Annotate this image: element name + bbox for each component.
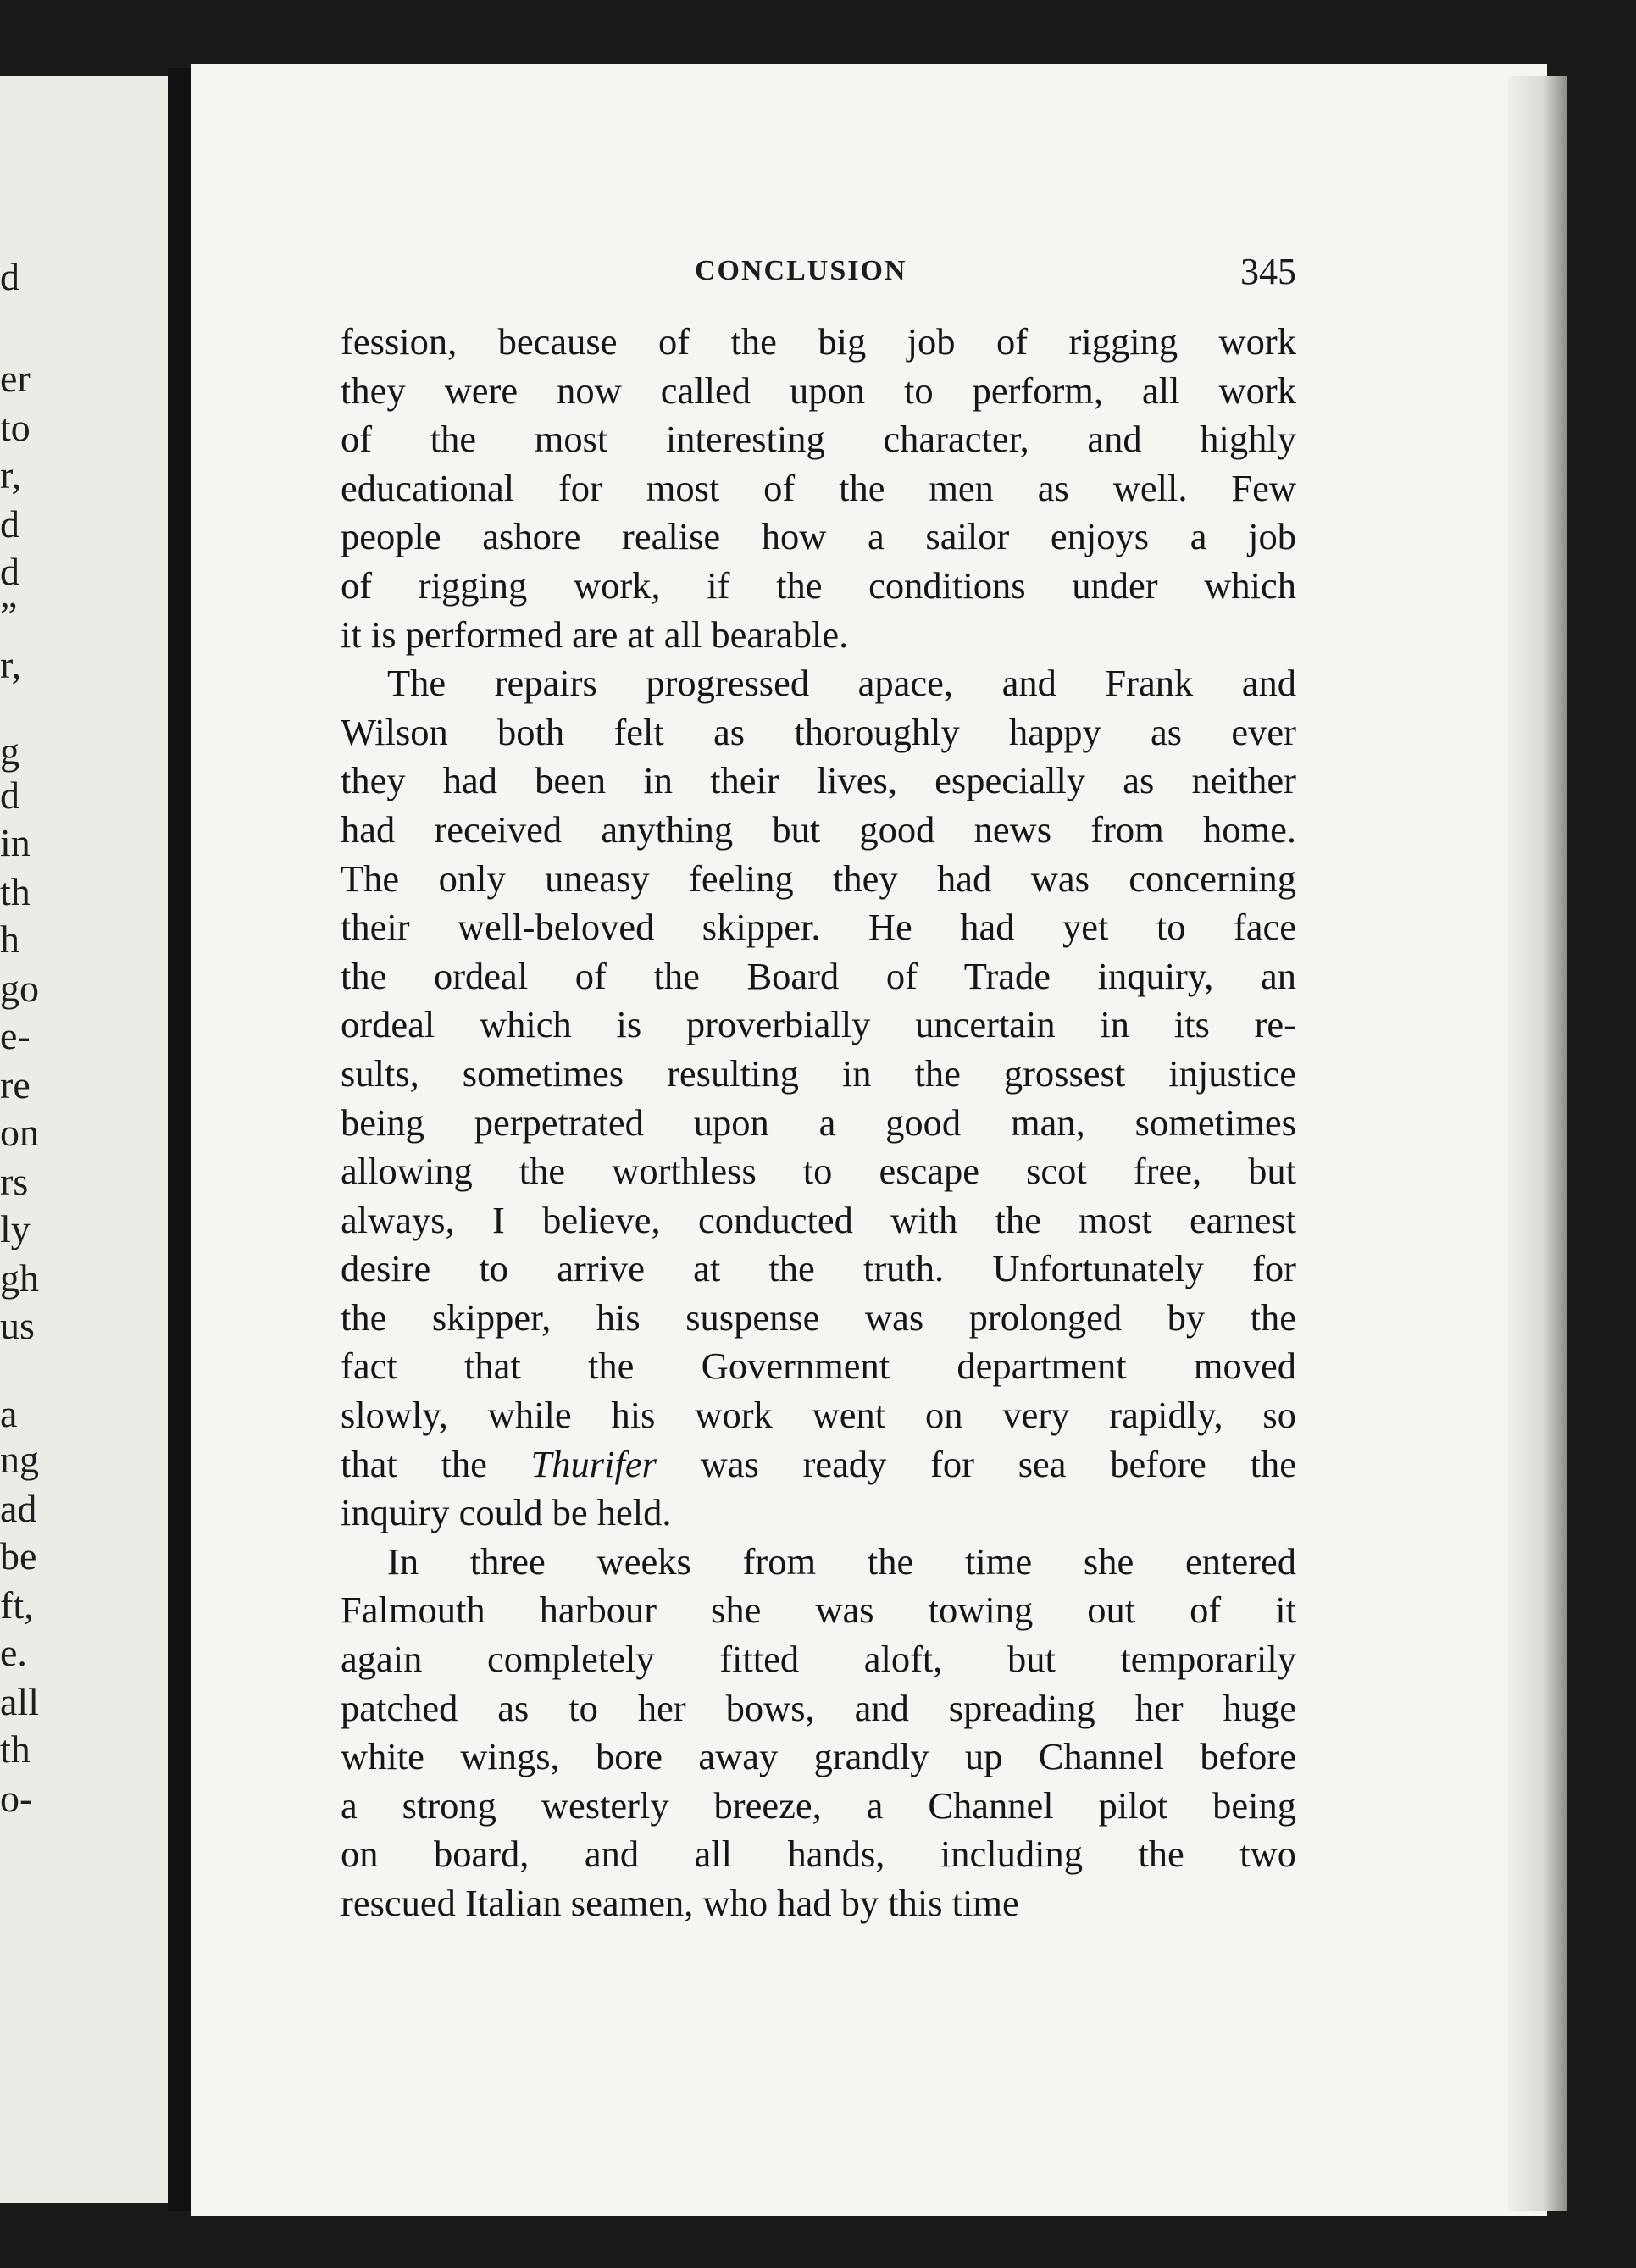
facing-page-fragment: ft, — [0, 1583, 34, 1627]
text-line: The only uneasy feeling they had was concerning — [341, 857, 1296, 900]
text-line: it is performed are at all bearable. — [341, 613, 849, 656]
facing-page-fragment: a — [0, 1392, 18, 1435]
facing-page-fragment: us — [0, 1304, 35, 1347]
facing-page-fragment: rs — [0, 1160, 29, 1203]
facing-page-fragment: d — [0, 502, 19, 546]
facing-page-fragment: th — [0, 870, 31, 913]
facing-page-fragment: ng — [0, 1438, 39, 1481]
facing-page-fragment: to — [0, 406, 31, 449]
page-edge-shadow — [1508, 76, 1567, 2211]
paragraph — [341, 659, 1296, 1538]
text-line: ordeal which is proverbially uncertain in its re- — [341, 1003, 1296, 1046]
facing-page-fragment: all — [0, 1680, 39, 1723]
facing-page-fragments — [0, 76, 169, 2203]
text-line: being perpetrated upon a good man, sometimes — [341, 1101, 1296, 1144]
text-line: slowly, while his work went on very rapidly, so — [341, 1394, 1296, 1437]
text-line: always, I believe, conducted with the most earnest — [341, 1198, 1296, 1241]
text-line: of the most interesting character, and highly — [341, 418, 1296, 461]
text-line: they had been in their lives, especially as neither — [341, 759, 1296, 802]
text-line: the ordeal of the Board of Trade inquiry, an — [341, 954, 1296, 997]
text-line: Falmouth harbour she was towing out of it — [341, 1589, 1296, 1632]
text-line: again completely fitted aloft, but temporarily — [341, 1638, 1296, 1681]
page-number: 345 — [1240, 251, 1296, 292]
facing-page-fragment: be — [0, 1534, 37, 1578]
text-line: rescued Italian seamen, who had by this time — [341, 1882, 1019, 1924]
facing-page-fragment: ” — [0, 594, 18, 637]
facing-page-fragment: in — [0, 821, 31, 864]
facing-page-fragment: d — [0, 255, 19, 298]
text-line: white wings, bore away grandly up Channel before — [341, 1735, 1296, 1778]
facing-page-fragment: g — [0, 729, 19, 773]
facing-page-fragment: r, — [0, 453, 21, 496]
text-line: patched as to her bows, and spreading her huge — [341, 1686, 1296, 1729]
facing-page-fragment: d — [0, 774, 19, 817]
text-line: that the Thurifer was ready for sea before the — [341, 1442, 1296, 1485]
facing-page-fragment: ad — [0, 1487, 37, 1530]
facing-page-fragment: e- — [0, 1014, 31, 1057]
text-line: fact that the Government department moved — [341, 1345, 1296, 1388]
text-line: they were now called upon to perform, all work — [341, 369, 1296, 412]
text-line: inquiry could be held. — [341, 1491, 672, 1534]
facing-page-fragment: gh — [0, 1256, 39, 1300]
text-line: Wilson both felt as thoroughly happy as ever — [341, 710, 1296, 753]
facing-page-fragment: o- — [0, 1777, 33, 1820]
text-line: had received anything but good news from home. — [341, 807, 1296, 851]
facing-page-fragment: h — [0, 918, 19, 961]
text-line: allowing the worthless to escape scot free, but — [341, 1150, 1296, 1193]
text-line: The repairs progressed apace, and Frank and — [387, 662, 1296, 705]
facing-page-fragment: er — [0, 357, 31, 400]
facing-page-fragment: go — [0, 967, 39, 1010]
text-line: people ashore realise how a sailor enjoys a job — [341, 515, 1296, 558]
text-line: a strong westerly breeze, a Channel pilot being — [341, 1783, 1296, 1827]
text-line: on board, and all hands, including the two — [341, 1833, 1296, 1876]
text-line: In three weeks from the time she entered — [387, 1539, 1296, 1583]
paragraph — [341, 1538, 1296, 1928]
facing-page-fragment: re — [0, 1063, 31, 1106]
body-text — [341, 318, 1296, 1928]
facing-page-fragment: on — [0, 1111, 39, 1154]
facing-page-fragment: th — [0, 1727, 31, 1771]
text-line: educational for most of the men as well. Few — [341, 466, 1296, 509]
text-line: sults, sometimes resulting in the grossest injustice — [341, 1051, 1296, 1095]
facing-page-fragment: d — [0, 550, 19, 593]
text-line: of rigging work, if the conditions under which — [341, 563, 1296, 607]
running-title: CONCLUSION — [695, 255, 907, 286]
text-line: desire to arrive at the truth. Unfortunately for — [341, 1247, 1296, 1290]
text-line: fession, because of the big job of rigging work — [341, 320, 1296, 363]
book-gutter — [168, 68, 191, 2211]
facing-page-edge — [0, 76, 169, 2203]
text-line: the skipper, his suspense was prolonged by the — [341, 1295, 1296, 1339]
text-line: their well-beloved skipper. He had yet to face — [341, 906, 1296, 949]
running-header — [339, 250, 1296, 301]
paragraph — [341, 318, 1296, 659]
facing-page-fragment: ly — [0, 1207, 31, 1250]
facing-page-fragment: e. — [0, 1631, 27, 1674]
facing-page-fragment: r, — [0, 643, 21, 686]
